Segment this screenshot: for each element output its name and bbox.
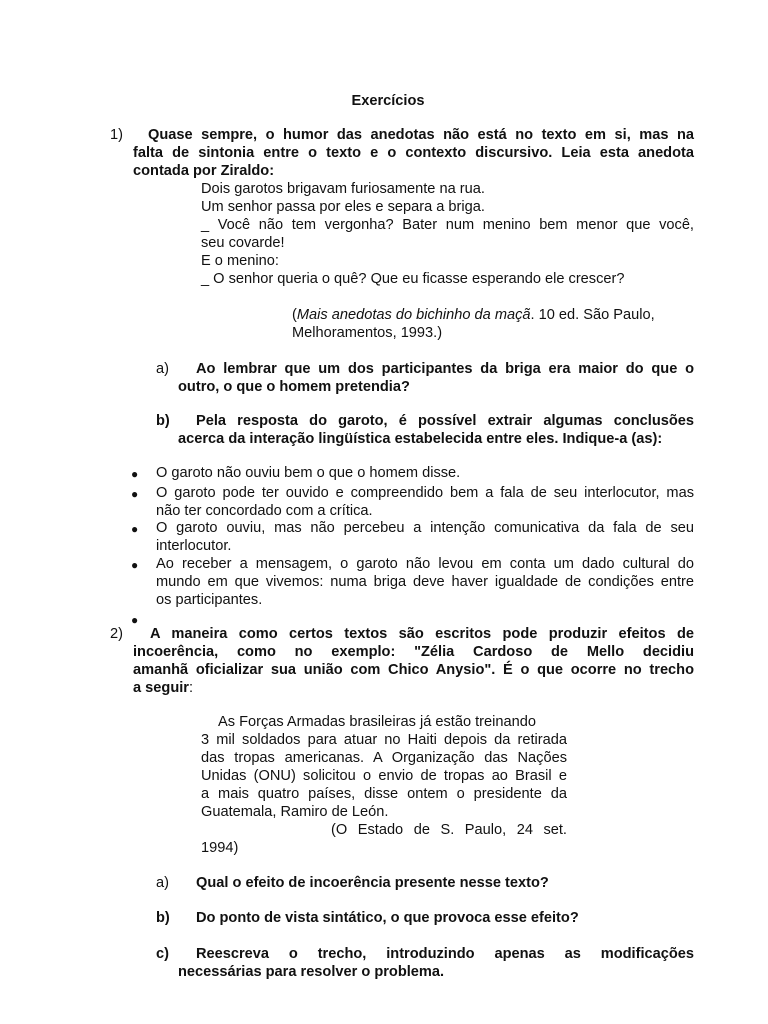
citation-open: (: [292, 307, 297, 323]
q2b-label: b): [156, 910, 170, 926]
excerpt-source-year: 1994): [201, 840, 239, 856]
bullet-item-cont: mundo em que vivemos: numa briga deve haver igualdade de condições entre: [156, 574, 694, 590]
page-title: Exercícios: [351, 93, 425, 109]
bullet-icon: ●: [131, 467, 139, 481]
bullet-item-cont: não ter concordado com a crítica.: [156, 503, 373, 519]
q1-prompt-line3: contada por Ziraldo:: [133, 163, 275, 179]
q2b-text: Do ponto de vista sintático, o que provoca esse efeito?: [196, 910, 579, 926]
citation-rest: . 10 ed. São Paulo,: [530, 307, 655, 323]
anecdote-line: Dois garotos brigavam furiosamente na rua.: [201, 181, 485, 197]
bullet-item-cont: interlocutor.: [156, 538, 232, 554]
excerpt-line: a mais quatro países, disse ontem o presidente da: [201, 786, 567, 802]
q2-prompt-line4: [133, 679, 193, 697]
q1b-label: b): [156, 413, 170, 429]
q1-number: 1): [110, 127, 123, 143]
anecdote-line: E o menino:: [201, 253, 279, 269]
bullet-item: O garoto ouviu, mas não percebeu a intenção comunicativa da fala de seu: [156, 520, 694, 536]
q2-prompt-line2: incoerência, como no exemplo: "Zélia Cardoso de Mello decidiu: [133, 644, 694, 660]
bullet-item: Ao receber a mensagem, o garoto não levou em conta um dado cultural do: [156, 556, 694, 572]
citation-line1: [292, 306, 694, 324]
q1b-line2: acerca da interação lingüística estabelecida entre eles. Indique-a (as):: [178, 431, 663, 447]
excerpt-source: (O Estado de S. Paulo, 24 set.: [331, 822, 567, 838]
excerpt-line: Unidas (ONU) solicitou o envio de tropas ao Brasil e: [201, 768, 567, 784]
excerpt-line: Guatemala, Ramiro de León.: [201, 804, 389, 820]
bullet-item: O garoto pode ter ouvido e compreendido bem a fala de seu interlocutor, mas: [156, 485, 694, 501]
q2-number: 2): [110, 626, 123, 642]
q2c-label: c): [156, 946, 169, 962]
q1-prompt-line2: falta de sintonia entre o texto e o contexto discursivo. Leia esta anedota: [133, 145, 694, 161]
q1b-line1: Pela resposta do garoto, é possível extrair algumas conclusões: [196, 413, 694, 429]
bullet-icon: ●: [131, 613, 139, 627]
q1-prompt-line1: Quase sempre, o humor das anedotas não está no texto em si, mas na: [148, 127, 694, 143]
excerpt-line: das tropas americanas. A Organização das Nações: [201, 750, 567, 766]
q1a-line1: Ao lembrar que um dos participantes da briga era maior do que o: [196, 361, 694, 377]
bullet-icon: ●: [131, 558, 139, 572]
q1a-label: a): [156, 361, 169, 377]
q2-prompt-line3: amanhã oficializar sua união com Chico Anysio". É o que ocorre no trecho: [133, 662, 694, 678]
citation-title: Mais anedotas do bichinho da maçã: [296, 307, 531, 323]
q2a-label: a): [156, 875, 169, 891]
anecdote-line: seu covarde!: [201, 235, 285, 251]
bullet-item: O garoto não ouviu bem o que o homem disse.: [156, 465, 461, 481]
q2-prompt-line4-bold: a seguir: [133, 680, 189, 696]
q1a-line2: outro, o que o homem pretendia?: [178, 379, 410, 395]
bullet-item-cont: os participantes.: [156, 592, 263, 608]
q2c-line1: Reescreva o trecho, introduzindo apenas as modificações: [196, 946, 694, 962]
anecdote-line: Um senhor passa por eles e separa a briga.: [201, 199, 485, 215]
anecdote-line: _ O senhor queria o quê? Que eu ficasse esperando ele crescer?: [201, 271, 625, 287]
q2a-text: Qual o efeito de incoerência presente nesse texto?: [196, 875, 549, 891]
anecdote-line: _ Você não tem vergonha? Bater num menino bem menor que você,: [201, 217, 694, 233]
q2c-line2: necessárias para resolver o problema.: [178, 964, 445, 980]
q2-prompt-line1: A maneira como certos textos são escritos pode produzir efeitos de: [150, 626, 694, 642]
excerpt-line: 3 mil soldados para atuar no Haiti depois da retirada: [201, 732, 567, 748]
citation-line2: Melhoramentos, 1993.): [292, 325, 443, 341]
excerpt-line: As Forças Armadas brasileiras já estão treinando: [218, 714, 536, 730]
q2-prompt-colon: :: [188, 680, 194, 696]
bullet-icon: ●: [131, 487, 139, 501]
bullet-icon: ●: [131, 522, 139, 536]
